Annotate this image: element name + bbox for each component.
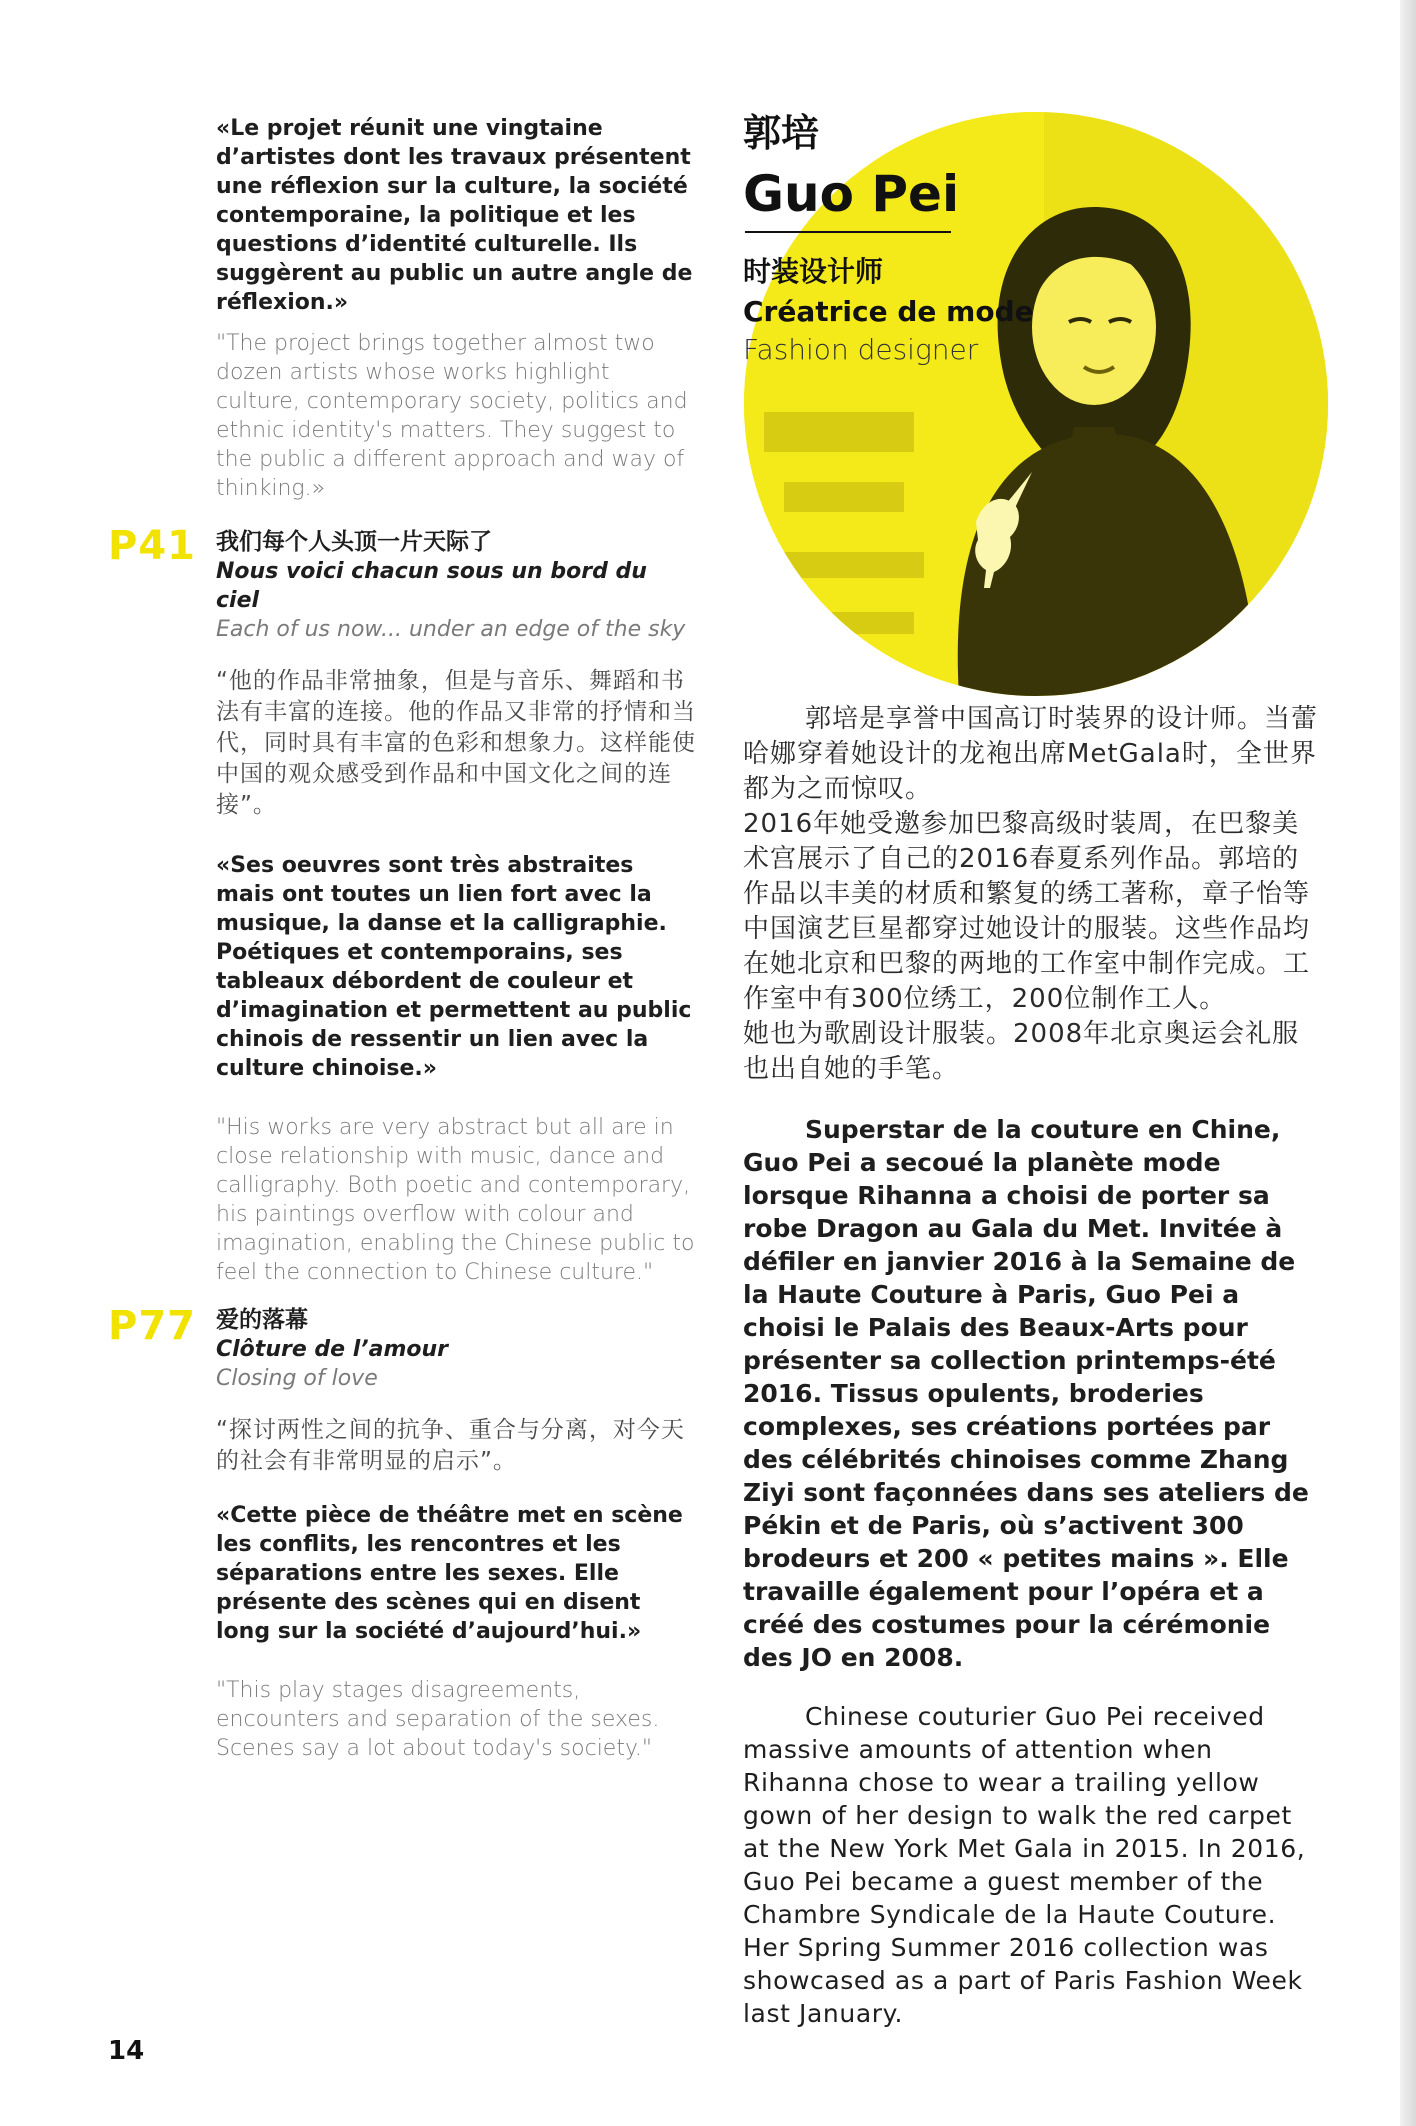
intro-quote-en: "The project brings together almost two dozen artists whose works highlight culture, contemporary society, politics and ethnic identity's matters. They suggest to the public a different approach and way of thinking.» [216,331,688,501]
work-title-en: Each of us now... under an edge of the sky [216,617,686,642]
work-code-p41: P41 [108,523,196,569]
name-divider [745,231,951,233]
work-quote-zh: “他的作品非常抽象，但是与音乐、舞蹈和书法有丰富的连接。他的作品又非常的抒情和当代，同时具有丰富的色彩和想象力。这样能使中国的观众感受到作品和中国文化之间的连接”。 [216,668,696,818]
work-code-p77: P77 [108,1303,196,1349]
bio-zh-3: 她也为歌剧设计服装。2008年北京奥运会礼服也出自她的手笔。 [743,1019,1300,1084]
work-p41 [216,528,696,1287]
work-title-fr: Clôture de l’amour [216,1337,449,1362]
bio-fr: Superstar de la couture en Chine, Guo Pei a secoué la planète mode lorsque Rihanna a choisi de porter sa robe Dragon au Gala du Met. Invitée à défiler en janvier 2016 à la Semaine de la Haute Couture à Paris, Guo Pei a choisi le Palais des Beaux-Arts pour présenter sa collection printemps-été 2016. Tissus opulents, broderies complexes, ses créations portées par des célébrités chinoises comme Zhang Ziyi sont façonnées dans ses ateliers de Pékin et de Paris, où s’activent 300 brodeurs et 200 « petites mains ». Elle travaille également pour l’opéra et a créé des costumes pour la cérémonie des JO en 2008. [743,1115,1309,1672]
work-quote-en: "This play stages disagreements, encounters and separation of the sexes. Scenes say a lot about today's society." [216,1678,660,1761]
profile-bio [743,702,1321,2030]
work-title-zh: 我们每个人头顶一片天际了 [216,529,492,555]
work-quote-zh: “探讨两性之间的抗争、重合与分离，对今天的社会有非常明显的启示”。 [216,1417,685,1474]
page-edge [1400,0,1416,2126]
intro-quote [216,114,696,503]
work-quote-en: "His works are very abstract but all are in close relationship with music, dance and calligraphy. Both poetic and contemporary, his paintings overflow with colour and imagination, enabling the Chinese public to feel the connection to Chinese culture." [216,1115,695,1285]
work-quote-fr: «Cette pièce de théâtre met en scène les conflits, les rencontres et les séparations entre les sexes. Elle présente des scènes qui en disent long sur la société d’aujourd’hui.» [216,1503,683,1644]
intro-quote-fr: «Le projet réunit une vingtaine d’artistes dont les travaux présentent une réflexion sur la culture, la société contemporaine, la politique et les questions d’identité culturelle. Ils suggèrent au public un autre angle de réflexion.» [216,116,693,315]
bio-zh-2: 2016年她受邀参加巴黎高级时装周，在巴黎美术宫展示了自己的2016春夏系列作品。郭培的作品以丰美的材质和繁复的绣工著称，章子怡等中国演艺巨星都穿过她设计的服装。这些作品均在她北京和巴黎的两地的工作室中制作完成。工作室中有300位绣工，200位制作工人。 [743,809,1311,1014]
profile-role-fr: Créatrice de mode [743,295,1034,328]
bio-en: Chinese couturier Guo Pei received massive amounts of attention when Rihanna chose to wear a trailing yellow gown of her design to walk the red carpet at the New York Met Gala in 2015. In 2016, Guo Pei became a guest member of the Chambre Syndicale de la Haute Couture. Her Spring Summer 2016 collection was showcased as a part of Paris Fashion Week last January. [743,1702,1306,2028]
bio-zh: 郭培是享誉中国高订时装界的设计师。当蕾哈娜穿着她设计的龙袍出席MetGala时，全世界都为之而惊叹。 [743,704,1319,804]
page-number: 14 [108,2036,145,2066]
work-quote-fr: «Ses oeuvres sont très abstraites mais ont toutes un lien fort avec la musique, la danse et la calligraphie. Poétiques et contemporains, ses tableaux débordent de couleur et d’imagination et permettent au public chinois de ressentir un lien avec la culture chinoise.» [216,853,692,1081]
profile-name-zh: 郭培 [743,111,820,155]
profile-role-zh: 时装设计师 [743,255,884,288]
work-title-en: Closing of love [216,1366,378,1391]
profile-role-en: Fashion designer [743,333,979,366]
profile-name-en: Guo Pei [743,165,960,223]
work-title-fr: Nous voici chacun sous un bord du ciel [216,559,647,613]
work-p77 [216,1306,696,1763]
work-title-zh: 爱的落幕 [216,1307,308,1333]
